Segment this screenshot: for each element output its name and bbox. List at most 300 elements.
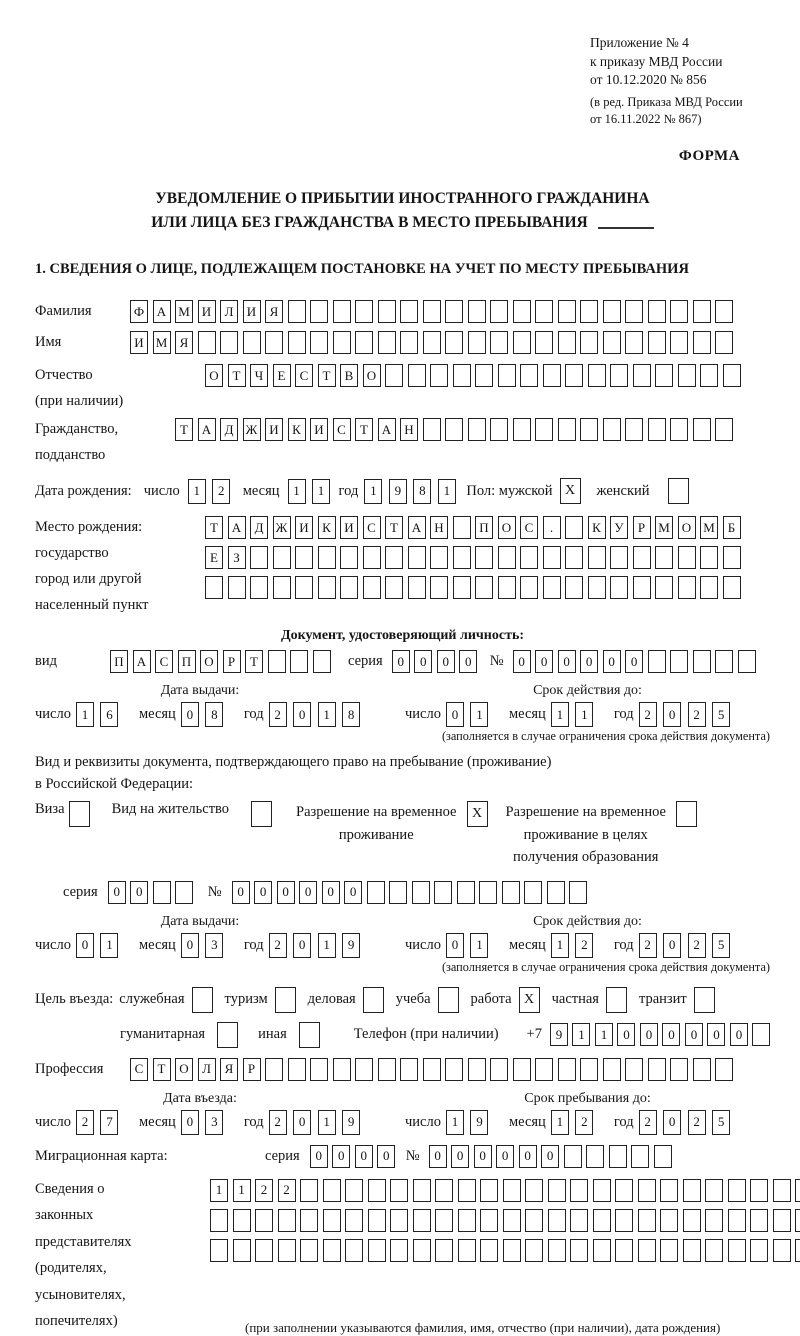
char-box: 0 — [392, 650, 410, 673]
appendix-line: от 10.12.2020 № 856 — [590, 72, 707, 88]
char-box: М — [175, 300, 193, 323]
char-box — [278, 1209, 296, 1232]
char-box — [638, 1209, 656, 1232]
char-box — [503, 1209, 521, 1232]
year-label: год — [243, 1113, 264, 1130]
surname-boxes — [130, 300, 738, 323]
char-box — [513, 300, 531, 323]
char-box: Л — [198, 1058, 216, 1081]
char-box — [773, 1239, 791, 1262]
char-box — [175, 881, 193, 904]
month-label: месяц — [138, 936, 176, 953]
valid-until-note: (заполняется в случае ограничения срока действия документа) — [441, 729, 770, 744]
char-box — [250, 546, 268, 569]
permit-valid-line — [405, 933, 770, 958]
char-box — [457, 881, 475, 904]
birth-day-boxes — [188, 479, 237, 504]
char-box: 0 — [513, 650, 531, 673]
char-box — [655, 576, 673, 599]
char-box — [683, 1209, 701, 1232]
char-box: 0 — [181, 702, 199, 727]
char-box: Т — [385, 516, 403, 539]
purpose-label: Цель въезда: — [35, 991, 114, 1008]
char-box — [631, 1145, 649, 1168]
char-box — [423, 300, 441, 323]
char-box — [423, 331, 441, 354]
char-box — [453, 546, 471, 569]
char-box — [323, 1239, 341, 1262]
purpose-option: частная — [552, 987, 627, 1013]
char-box: 0 — [277, 881, 295, 904]
year-label: год — [613, 706, 634, 723]
char-box — [588, 576, 606, 599]
char-box: 5 — [712, 1110, 730, 1135]
char-box — [570, 1239, 588, 1262]
char-box: О — [205, 364, 223, 387]
char-box: 1 — [572, 1023, 590, 1046]
char-box — [705, 1209, 723, 1232]
char-box: Т — [318, 364, 336, 387]
char-box — [490, 418, 508, 441]
series-label: серия — [63, 883, 98, 900]
char-box — [333, 331, 351, 354]
series-label: серия — [348, 653, 383, 670]
char-box — [543, 364, 561, 387]
year-label: год — [243, 936, 264, 953]
char-box: 0 — [519, 1145, 537, 1168]
phone-label: Телефон (при наличии) — [353, 1026, 499, 1043]
char-box — [543, 576, 561, 599]
char-box: А — [228, 516, 246, 539]
migration-number-boxes — [429, 1145, 677, 1168]
char-box — [400, 1058, 418, 1081]
residence-permit-option — [112, 801, 272, 827]
char-box: Ж — [273, 516, 291, 539]
char-box: А — [408, 516, 426, 539]
char-box — [655, 364, 673, 387]
char-box — [363, 546, 381, 569]
purpose-option: работа X — [471, 987, 540, 1013]
char-box — [558, 418, 576, 441]
char-box: И — [130, 331, 148, 354]
char-box — [389, 881, 407, 904]
char-box — [670, 650, 688, 673]
char-box — [300, 1209, 318, 1232]
char-box: Е — [205, 546, 223, 569]
char-box: 0 — [293, 933, 311, 958]
char-box — [525, 1209, 543, 1232]
issue-date-line — [35, 702, 405, 727]
char-box: 2 — [269, 702, 287, 727]
char-box: 0 — [414, 650, 432, 673]
surname-row — [35, 300, 770, 323]
patronymic-row — [35, 362, 770, 414]
char-box — [548, 1239, 566, 1262]
char-box — [683, 1179, 701, 1202]
temp-permit-option — [296, 801, 487, 846]
issue-date-heading: Дата выдачи: — [160, 683, 240, 699]
char-box — [480, 1209, 498, 1232]
char-box: Б — [723, 516, 741, 539]
section1-title: 1. СВЕДЕНИЯ О ЛИЦЕ, ПОДЛЕЖАЩЕМ ПОСТАНОВКЕ НА УЧЕТ ПО МЕСТУ ПРЕБЫВАНИЯ — [35, 261, 689, 278]
char-box — [715, 650, 733, 673]
char-box — [255, 1239, 273, 1262]
char-box: Я — [220, 1058, 238, 1081]
char-box — [453, 576, 471, 599]
char-box — [750, 1179, 768, 1202]
char-box: 0 — [293, 702, 311, 727]
char-box — [535, 300, 553, 323]
residence-permit-checkbox — [251, 801, 272, 827]
sex-female-label: женский — [596, 482, 650, 499]
char-box: 8 — [342, 702, 360, 727]
char-box — [198, 331, 216, 354]
phone-prefix: +7 — [526, 1026, 542, 1043]
char-box — [445, 300, 463, 323]
char-box: Н — [400, 418, 418, 441]
purpose-business-checkbox — [192, 987, 213, 1013]
char-box: 0 — [662, 1023, 680, 1046]
char-box — [648, 331, 666, 354]
stay-month-boxes — [551, 1110, 600, 1135]
issue-year-boxes — [269, 702, 367, 727]
char-box: У — [610, 516, 628, 539]
char-box — [565, 364, 583, 387]
char-box — [565, 546, 583, 569]
char-box: 1 — [318, 933, 336, 958]
permit-issue-heading: Дата выдачи: — [160, 913, 240, 929]
char-box — [520, 576, 538, 599]
char-box: 1 — [551, 702, 569, 727]
char-box — [210, 1209, 228, 1232]
char-box — [445, 331, 463, 354]
char-box — [525, 1239, 543, 1262]
purpose-work-checkbox: X — [519, 987, 540, 1013]
char-box — [378, 331, 396, 354]
day-label: число — [405, 936, 441, 953]
char-box — [548, 1179, 566, 1202]
char-box: 1 — [318, 702, 336, 727]
char-box — [290, 650, 308, 673]
char-box: 1 — [446, 1110, 464, 1135]
char-box: М — [700, 516, 718, 539]
entry-day-boxes — [76, 1110, 125, 1135]
char-box: 0 — [181, 933, 199, 958]
year-label: год — [613, 936, 634, 953]
char-box — [368, 1239, 386, 1262]
char-box: 0 — [293, 1110, 311, 1135]
char-box — [400, 331, 418, 354]
char-box: О — [363, 364, 381, 387]
char-box — [295, 546, 313, 569]
char-box — [638, 1239, 656, 1262]
char-box — [738, 650, 756, 673]
char-box — [728, 1209, 746, 1232]
char-box — [603, 418, 621, 441]
char-box — [413, 1179, 431, 1202]
char-box: 5 — [712, 702, 730, 727]
char-box — [625, 418, 643, 441]
representatives-row1 — [210, 1179, 800, 1202]
char-box — [458, 1239, 476, 1262]
char-box — [633, 364, 651, 387]
char-box — [700, 364, 718, 387]
char-box — [475, 364, 493, 387]
char-box: Я — [265, 300, 283, 323]
char-box — [345, 1209, 363, 1232]
purpose-private-checkbox — [606, 987, 627, 1013]
char-box: Ф — [130, 300, 148, 323]
char-box — [345, 1239, 363, 1262]
char-box: 2 — [269, 1110, 287, 1135]
permit-issue-day-boxes — [76, 933, 125, 958]
char-box — [625, 1058, 643, 1081]
char-box — [278, 1239, 296, 1262]
char-box: 0 — [181, 1110, 199, 1135]
char-box — [670, 331, 688, 354]
char-box: 2 — [575, 1110, 593, 1135]
sex-female-checkbox — [668, 478, 689, 504]
char-box — [638, 1179, 656, 1202]
entry-date-line — [35, 1110, 405, 1135]
char-box — [385, 546, 403, 569]
doc-type-boxes — [110, 650, 335, 673]
char-box — [593, 1239, 611, 1262]
char-box — [705, 1239, 723, 1262]
char-box — [615, 1179, 633, 1202]
char-box: С — [333, 418, 351, 441]
char-box — [220, 331, 238, 354]
char-box — [340, 576, 358, 599]
char-box: Р — [223, 650, 241, 673]
char-box — [355, 300, 373, 323]
patronymic-boxes — [205, 364, 745, 387]
char-box: О — [678, 516, 696, 539]
char-box: . — [543, 516, 561, 539]
char-box — [773, 1209, 791, 1232]
char-box — [558, 300, 576, 323]
char-box: Р — [243, 1058, 261, 1081]
char-box: 2 — [278, 1179, 296, 1202]
char-box: 5 — [712, 933, 730, 958]
char-box: М — [655, 516, 673, 539]
given-name-label: Имя — [35, 334, 62, 351]
char-box: Т — [228, 364, 246, 387]
char-box: 8 — [413, 479, 431, 504]
char-box: 1 — [318, 1110, 336, 1135]
identity-doc-heading: Документ, удостоверяющий личность: — [280, 628, 525, 644]
char-box — [648, 300, 666, 323]
char-box — [408, 546, 426, 569]
char-box — [498, 576, 516, 599]
char-box: 1 — [288, 479, 306, 504]
char-box: 9 — [342, 1110, 360, 1135]
char-box — [295, 576, 313, 599]
char-box — [390, 1179, 408, 1202]
char-box — [323, 1179, 341, 1202]
char-box — [153, 881, 171, 904]
char-box — [355, 1058, 373, 1081]
char-box: 1 — [233, 1179, 251, 1202]
char-box — [345, 1179, 363, 1202]
char-box — [588, 546, 606, 569]
char-box — [795, 1179, 800, 1202]
char-box: К — [588, 516, 606, 539]
char-box: И — [243, 300, 261, 323]
char-box: 0 — [685, 1023, 703, 1046]
char-box — [265, 1058, 283, 1081]
char-box — [479, 881, 497, 904]
char-box: П — [110, 650, 128, 673]
representatives-row2 — [210, 1209, 800, 1232]
char-box — [569, 881, 587, 904]
char-box — [378, 1058, 396, 1081]
purpose-option: служебная — [119, 987, 212, 1013]
purpose-other-checkbox — [299, 1022, 320, 1048]
char-box: М — [153, 331, 171, 354]
char-box — [475, 546, 493, 569]
char-box: И — [310, 418, 328, 441]
char-box: 0 — [496, 1145, 514, 1168]
char-box — [323, 1209, 341, 1232]
representatives-note: (при заполнении указываются фамилия, имя, отчество (при наличии), дата рождения) — [245, 1319, 721, 1335]
valid-year-boxes — [639, 702, 737, 727]
entry-month-boxes — [181, 1110, 230, 1135]
purpose-tourism-checkbox — [275, 987, 296, 1013]
char-box — [385, 576, 403, 599]
permit-issue-line — [35, 933, 405, 958]
char-box — [715, 418, 733, 441]
residence-doc-line2: в Российской Федерации: — [35, 776, 194, 793]
purpose-study-checkbox — [438, 987, 459, 1013]
char-box — [648, 1058, 666, 1081]
char-box — [660, 1179, 678, 1202]
char-box — [468, 1058, 486, 1081]
char-box — [458, 1209, 476, 1232]
char-box — [603, 331, 621, 354]
char-box — [615, 1209, 633, 1232]
permit-series-boxes — [108, 881, 198, 904]
char-box — [490, 300, 508, 323]
char-box — [610, 546, 628, 569]
char-box — [648, 418, 666, 441]
char-box — [610, 364, 628, 387]
char-box: 9 — [470, 1110, 488, 1135]
char-box — [498, 364, 516, 387]
char-box — [773, 1179, 791, 1202]
char-box — [268, 650, 286, 673]
char-box — [390, 1209, 408, 1232]
char-box: И — [340, 516, 358, 539]
series-label: серия — [265, 1147, 300, 1164]
char-box: 2 — [639, 702, 657, 727]
char-box: 0 — [130, 881, 148, 904]
visa-checkbox — [69, 801, 90, 827]
char-box — [586, 1145, 604, 1168]
char-box: 0 — [474, 1145, 492, 1168]
char-box: 1 — [470, 702, 488, 727]
permit-dates — [35, 914, 770, 975]
purpose-humanitarian-checkbox — [217, 1022, 238, 1048]
char-box — [580, 418, 598, 441]
char-box — [355, 331, 373, 354]
char-box — [593, 1179, 611, 1202]
purpose-row2 — [35, 1022, 770, 1048]
day-label: число — [35, 1113, 71, 1130]
char-box: 1 — [312, 479, 330, 504]
char-box — [318, 576, 336, 599]
form-title: УВЕДОМЛЕНИЕ О ПРИБЫТИИ ИНОСТРАННОГО ГРАЖДАНИНА ИЛИ ЛИЦА БЕЗ ГРАЖДАНСТВА В МЕСТО ПРЕБЫВАНИЯ — [35, 187, 770, 235]
char-box — [513, 418, 531, 441]
day-label: число — [35, 936, 71, 953]
char-box — [435, 1179, 453, 1202]
migration-series-boxes — [310, 1145, 400, 1168]
char-box: 0 — [459, 650, 477, 673]
char-box — [752, 1023, 770, 1046]
char-box: С — [295, 364, 313, 387]
issue-month-boxes — [181, 702, 230, 727]
char-box: 0 — [254, 881, 272, 904]
char-box — [633, 546, 651, 569]
birth-place-label: Место рождения: государство город или другой населенный пункт — [35, 519, 149, 614]
char-box: И — [198, 300, 216, 323]
char-box: 0 — [446, 933, 464, 958]
char-box — [547, 881, 565, 904]
appendix-edit-note: (в ред. Приказа МВД России от 16.11.2022 № 867) — [590, 94, 743, 127]
char-box: 0 — [580, 650, 598, 673]
char-box: 0 — [437, 650, 455, 673]
char-box: 0 — [232, 881, 250, 904]
char-box: Т — [175, 418, 193, 441]
purpose-option: деловая — [308, 987, 384, 1013]
doc-number-boxes — [513, 650, 761, 673]
appendix-line: Приложение № 4 — [590, 35, 689, 50]
char-box: О — [200, 650, 218, 673]
char-box: 9 — [550, 1023, 568, 1046]
char-box: 0 — [76, 933, 94, 958]
char-box — [795, 1239, 800, 1262]
char-box — [300, 1179, 318, 1202]
citizenship-row — [35, 416, 770, 468]
purpose-commercial-checkbox — [363, 987, 384, 1013]
char-box: Ж — [243, 418, 261, 441]
permit-issue-month-boxes — [181, 933, 230, 958]
char-box: 7 — [100, 1110, 118, 1135]
char-box: И — [295, 516, 313, 539]
year-label: год — [243, 706, 264, 723]
char-box: 2 — [269, 933, 287, 958]
char-box — [318, 546, 336, 569]
char-box: 1 — [364, 479, 382, 504]
char-box — [535, 331, 553, 354]
char-box — [678, 576, 696, 599]
char-box: 0 — [299, 881, 317, 904]
char-box — [660, 1239, 678, 1262]
birth-year-boxes — [364, 479, 462, 504]
char-box — [430, 364, 448, 387]
valid-month-boxes — [551, 702, 600, 727]
char-box — [678, 546, 696, 569]
char-box — [453, 364, 471, 387]
char-box: 2 — [688, 933, 706, 958]
appendix-line: к приказу МВД России — [590, 53, 723, 69]
char-box — [693, 650, 711, 673]
char-box: 9 — [342, 933, 360, 958]
char-box — [603, 300, 621, 323]
char-box — [693, 300, 711, 323]
char-box — [367, 881, 385, 904]
char-box: 2 — [688, 702, 706, 727]
